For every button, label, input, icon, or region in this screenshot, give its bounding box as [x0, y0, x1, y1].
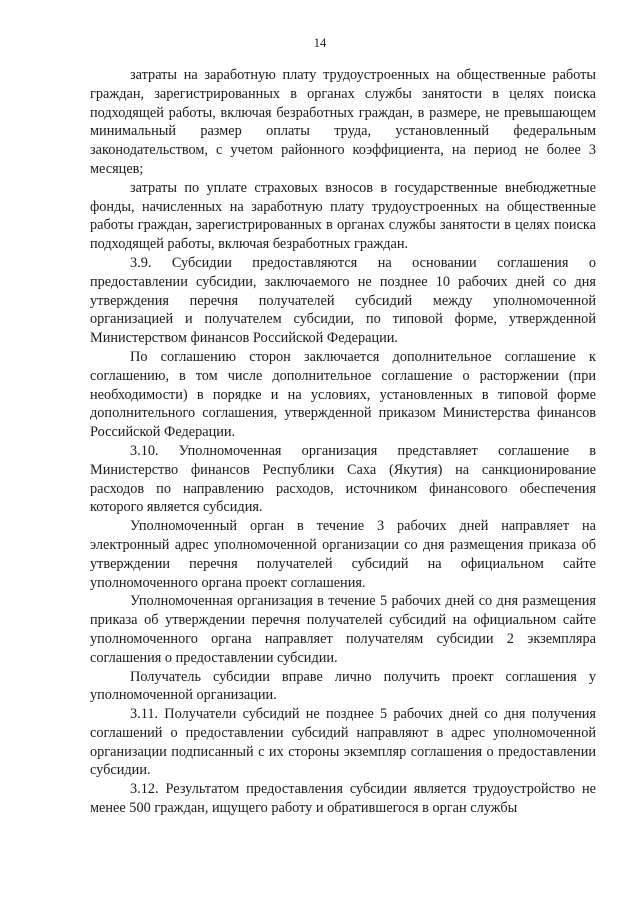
paragraph-additional-agreement: По соглашению сторон заключается дополнительное соглашение к соглашению, в том числе дополнительное соглашение о расторжении (при необходимости) в порядке и на условиях, установленных в типовой форме дополнительного соглашения, утвержденной приказом Министерства финансов Российской Федерации.: [90, 348, 596, 441]
paragraph-3-11: 3.11. Получатели субсидий не позднее 5 рабочих дней со дня получения соглашений о предоставлении субсидий направляют в адрес уполномоченной организации подписанный с их стороны экземпляр соглашения о предоставлении субсидии.: [90, 706, 596, 779]
paragraph-labor-costs: затраты на заработную плату трудоустроенных на общественные работы граждан, зарегистрированных в органах службы занятости в целях поиска подходящей работы, включая безработных граждан, в размере, не превышающем минимальный размер оплаты труда, установленный федеральным законодательством, с учетом районного коэффициента, на период не более 3 месяцев;: [90, 67, 596, 177]
paragraph-insurance-costs: затраты по уплате страховых взносов в государственные внебюджетные фонды, начисленных на заработную плату трудоустроенных на общественные работы граждан, зарегистрированных в органах службы занятости в целях поиска подходящей работы, включая безработных граждан.: [90, 179, 596, 253]
paragraph-personal-receipt: Получатель субсидии вправе лично получить проект соглашения у уполномоченной организации.: [90, 668, 596, 704]
document-body: [90, 66, 596, 818]
page-number: 14: [313, 36, 327, 50]
paragraph-3-12: 3.12. Результатом предоставления субсидии является трудоустройство не менее 500 граждан, ищущего работу и обратившегося в орган службы: [90, 781, 596, 817]
paragraph-two-copies: Уполномоченная организация в течение 5 рабочих дней со дня размещения приказа об утверждении перечня получателей субсидий на официальном сайте уполномоченного органа направляет получателям субсидии 2 экземпляра соглашения о предоставлении субсидии.: [90, 593, 596, 666]
paragraph-3-9: 3.9. Субсидии предоставляются на основании соглашения о предоставлении субсидии, заключаемого не позднее 10 рабочих дней со дня утверждения перечня получателей субсидий между уполномоченной организацией и получателем субсидии, по типовой форме, утвержденной Министерством финансов Российской Федерации.: [90, 254, 596, 347]
paragraph-3-10: 3.10. Уполномоченная организация представляет соглашение в Министерство финансов Республики Саха (Якутия) на санкционирование расходов по направлению расходов, источником финансового обеспечения которого является субсидия.: [90, 442, 596, 516]
paragraph-draft-agreement: Уполномоченный орган в течение 3 рабочих дней направляет на электронный адрес уполномоченной организации со дня размещения приказа об утверждении перечня получателей субсидий на официальном сайте уполномоченного органа проект соглашения.: [90, 518, 596, 591]
